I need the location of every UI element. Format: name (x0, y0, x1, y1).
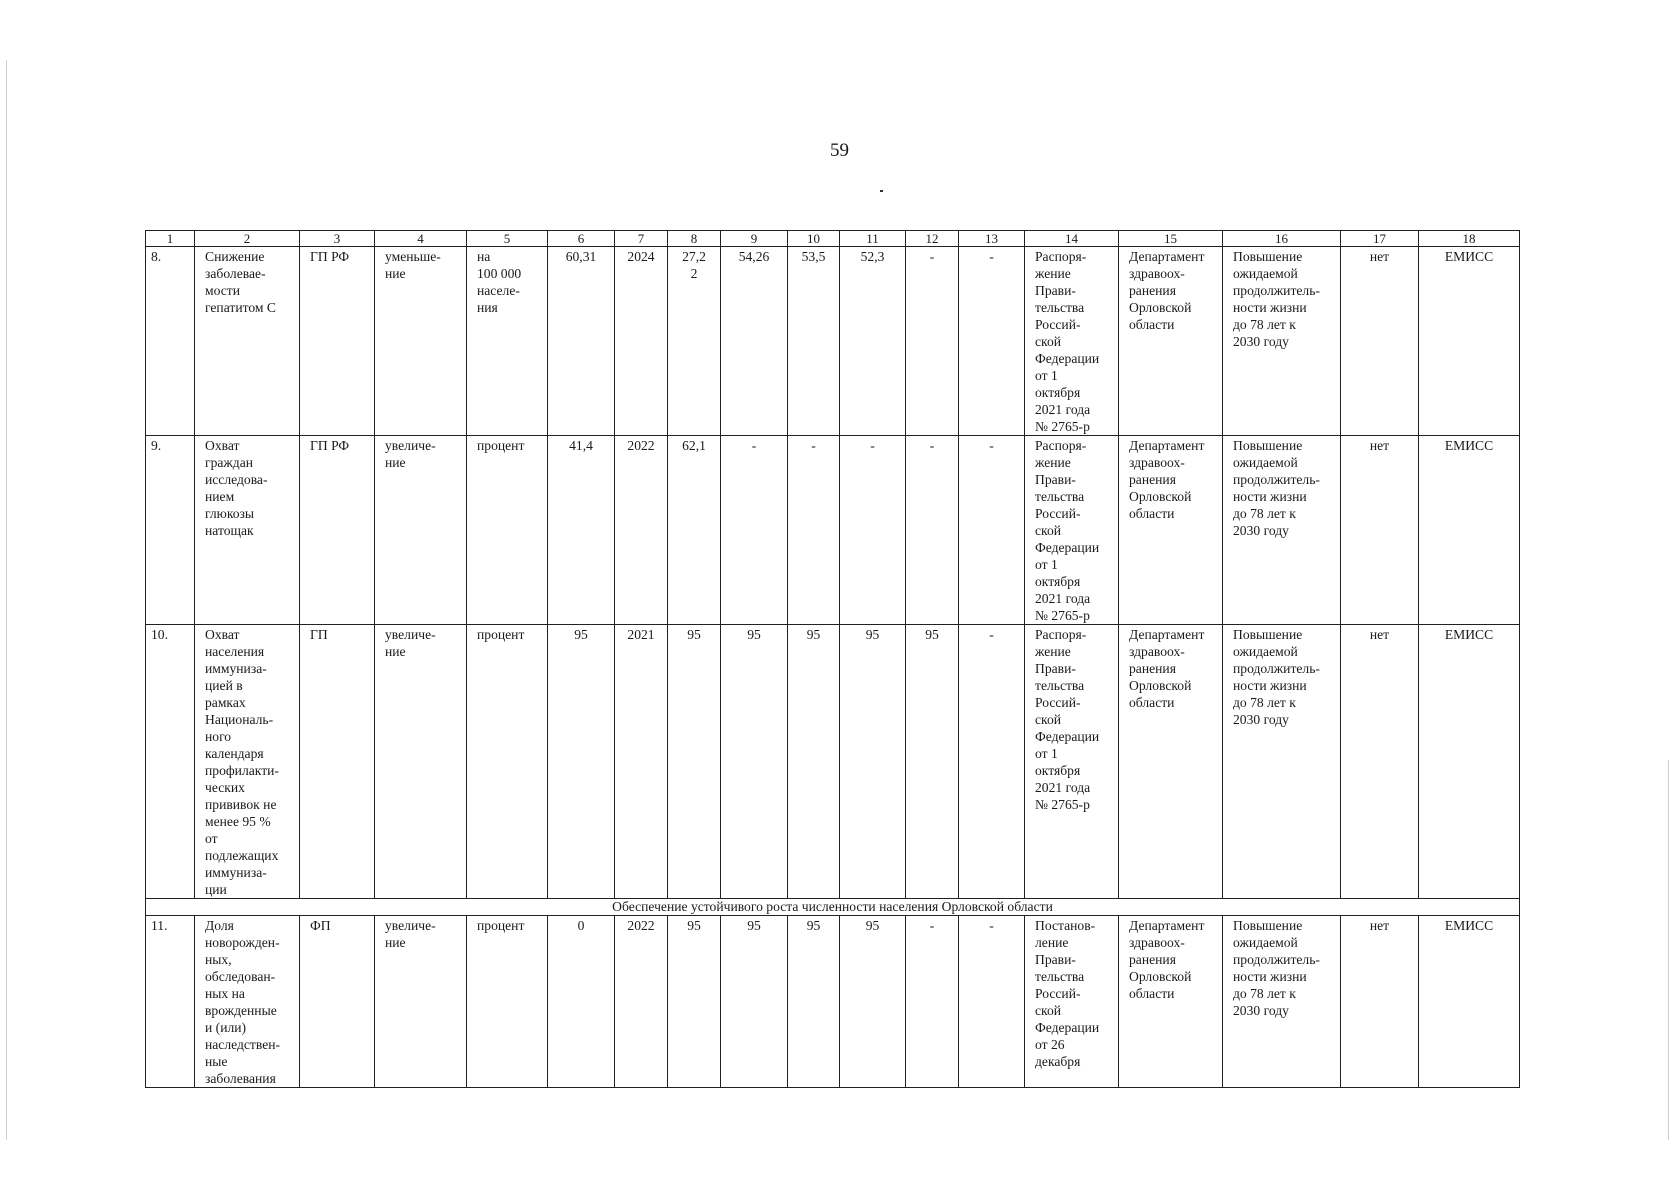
legal-document: Постанов- ление Прави- тельства Россий- ской Федерации от 26 декабря (1025, 916, 1119, 1088)
related-goal: Повышение ожидаемой продолжитель- ности жизни до 78 лет к 2030 году (1223, 247, 1341, 436)
indicator-name: Доля новорожден- ных, обследован- ных на врожденные и (или) наследствен- ные заболевания (195, 916, 300, 1088)
value-col-12: 95 (906, 625, 959, 899)
scan-artifact (880, 190, 883, 192)
column-number: 15 (1119, 231, 1223, 247)
related-goal: Повышение ожидаемой продолжитель- ности жизни до 78 лет к 2030 году (1223, 436, 1341, 625)
column-number: 7 (615, 231, 668, 247)
column-number: 13 (959, 231, 1025, 247)
column-number: 2 (195, 231, 300, 247)
column-number: 4 (375, 231, 467, 247)
table-row (146, 247, 1520, 436)
column-number: 18 (1419, 231, 1520, 247)
info-system: ЕМИСС (1419, 436, 1520, 625)
unit-of-measure: процент (467, 916, 548, 1088)
unit-of-measure: на 100 000 населе- ния (467, 247, 548, 436)
value-col-10: 53,5 (788, 247, 840, 436)
row-number: 9. (146, 436, 195, 625)
legal-document: Распоря- жение Прави- тельства Россий- ской Федерации от 1 октября 2021 года № 2765-р (1025, 436, 1119, 625)
column-number: 12 (906, 231, 959, 247)
column-number: 17 (1341, 231, 1419, 247)
indicator-name: Охват населения иммуниза- цией в рамках Националь- ного календаря профилакти- ческих прививок не менее 95 % от подлежащих иммуниза- ции (195, 625, 300, 899)
column-number: 1 (146, 231, 195, 247)
indicator-trend: увеличе- ние (375, 625, 467, 899)
responsible-body: Департамент здравоох- ранения Орловской области (1119, 916, 1223, 1088)
table-row (146, 916, 1520, 1088)
responsible-body: Департамент здравоох- ранения Орловской области (1119, 247, 1223, 436)
column-number-row (146, 231, 1520, 247)
value-col-8: 95 (668, 625, 721, 899)
value-col-11: 95 (840, 916, 906, 1088)
base-year: 2022 (615, 916, 668, 1088)
related-goal: Повышение ожидаемой продолжитель- ности жизни до 78 лет к 2030 году (1223, 916, 1341, 1088)
value-col-12: - (906, 247, 959, 436)
base-year: 2021 (615, 625, 668, 899)
value-col-12: - (906, 916, 959, 1088)
column-number: 16 (1223, 231, 1341, 247)
indicator-trend: увеличе- ние (375, 916, 467, 1088)
row-number: 11. (146, 916, 195, 1088)
base-value: 95 (548, 625, 615, 899)
flag-value: нет (1341, 247, 1419, 436)
flag-value: нет (1341, 625, 1419, 899)
value-col-13: - (959, 247, 1025, 436)
value-col-8: 62,1 (668, 436, 721, 625)
value-col-8: 27,2 2 (668, 247, 721, 436)
unit-of-measure: процент (467, 436, 548, 625)
info-system: ЕМИСС (1419, 247, 1520, 436)
column-number: 9 (721, 231, 788, 247)
indicator-name: Снижение заболевае- мости гепатитом С (195, 247, 300, 436)
scan-edge-left (6, 60, 7, 1140)
base-value: 0 (548, 916, 615, 1088)
unit-of-measure: процент (467, 625, 548, 899)
value-col-11: 52,3 (840, 247, 906, 436)
column-number: 8 (668, 231, 721, 247)
value-col-13: - (959, 625, 1025, 899)
row-number: 8. (146, 247, 195, 436)
indicator-name: Охват граждан исследова- нием глюкозы натощак (195, 436, 300, 625)
value-col-9: 95 (721, 625, 788, 899)
value-col-8: 95 (668, 916, 721, 1088)
base-value: 60,31 (548, 247, 615, 436)
base-value: 41,4 (548, 436, 615, 625)
value-col-13: - (959, 916, 1025, 1088)
column-number: 11 (840, 231, 906, 247)
base-year: 2024 (615, 247, 668, 436)
legal-document: Распоря- жение Прави- тельства Россий- ской Федерации от 1 октября 2021 года № 2765-р (1025, 625, 1119, 899)
indicators-table (145, 230, 1520, 1088)
indicator-trend: увеличе- ние (375, 436, 467, 625)
column-number: 3 (300, 231, 375, 247)
base-year: 2022 (615, 436, 668, 625)
section-header-row (146, 899, 1520, 916)
flag-value: нет (1341, 916, 1419, 1088)
flag-value: нет (1341, 436, 1419, 625)
indicator-level: ГП РФ (300, 247, 375, 436)
section-title: Обеспечение устойчивого роста численности населения Орловской области (146, 899, 1520, 916)
table-row (146, 436, 1520, 625)
value-col-9: 95 (721, 916, 788, 1088)
value-col-11: 95 (840, 625, 906, 899)
value-col-10: 95 (788, 625, 840, 899)
indicator-level: ГП РФ (300, 436, 375, 625)
value-col-10: - (788, 436, 840, 625)
column-number: 6 (548, 231, 615, 247)
indicator-level: ФП (300, 916, 375, 1088)
scan-edge-right (1668, 760, 1669, 1140)
value-col-9: - (721, 436, 788, 625)
responsible-body: Департамент здравоох- ранения Орловской области (1119, 436, 1223, 625)
column-number: 10 (788, 231, 840, 247)
legal-document: Распоря- жение Прави- тельства Россий- ской Федерации от 1 октября 2021 года № 2765-р (1025, 247, 1119, 436)
info-system: ЕМИСС (1419, 916, 1520, 1088)
row-number: 10. (146, 625, 195, 899)
column-number: 14 (1025, 231, 1119, 247)
page-number: 59 (830, 140, 849, 161)
value-col-11: - (840, 436, 906, 625)
value-col-10: 95 (788, 916, 840, 1088)
column-number: 5 (467, 231, 548, 247)
value-col-13: - (959, 436, 1025, 625)
info-system: ЕМИСС (1419, 625, 1520, 899)
value-col-12: - (906, 436, 959, 625)
table-row (146, 625, 1520, 899)
indicator-level: ГП (300, 625, 375, 899)
related-goal: Повышение ожидаемой продолжитель- ности жизни до 78 лет к 2030 году (1223, 625, 1341, 899)
responsible-body: Департамент здравоох- ранения Орловской области (1119, 625, 1223, 899)
value-col-9: 54,26 (721, 247, 788, 436)
indicator-trend: уменьше- ние (375, 247, 467, 436)
